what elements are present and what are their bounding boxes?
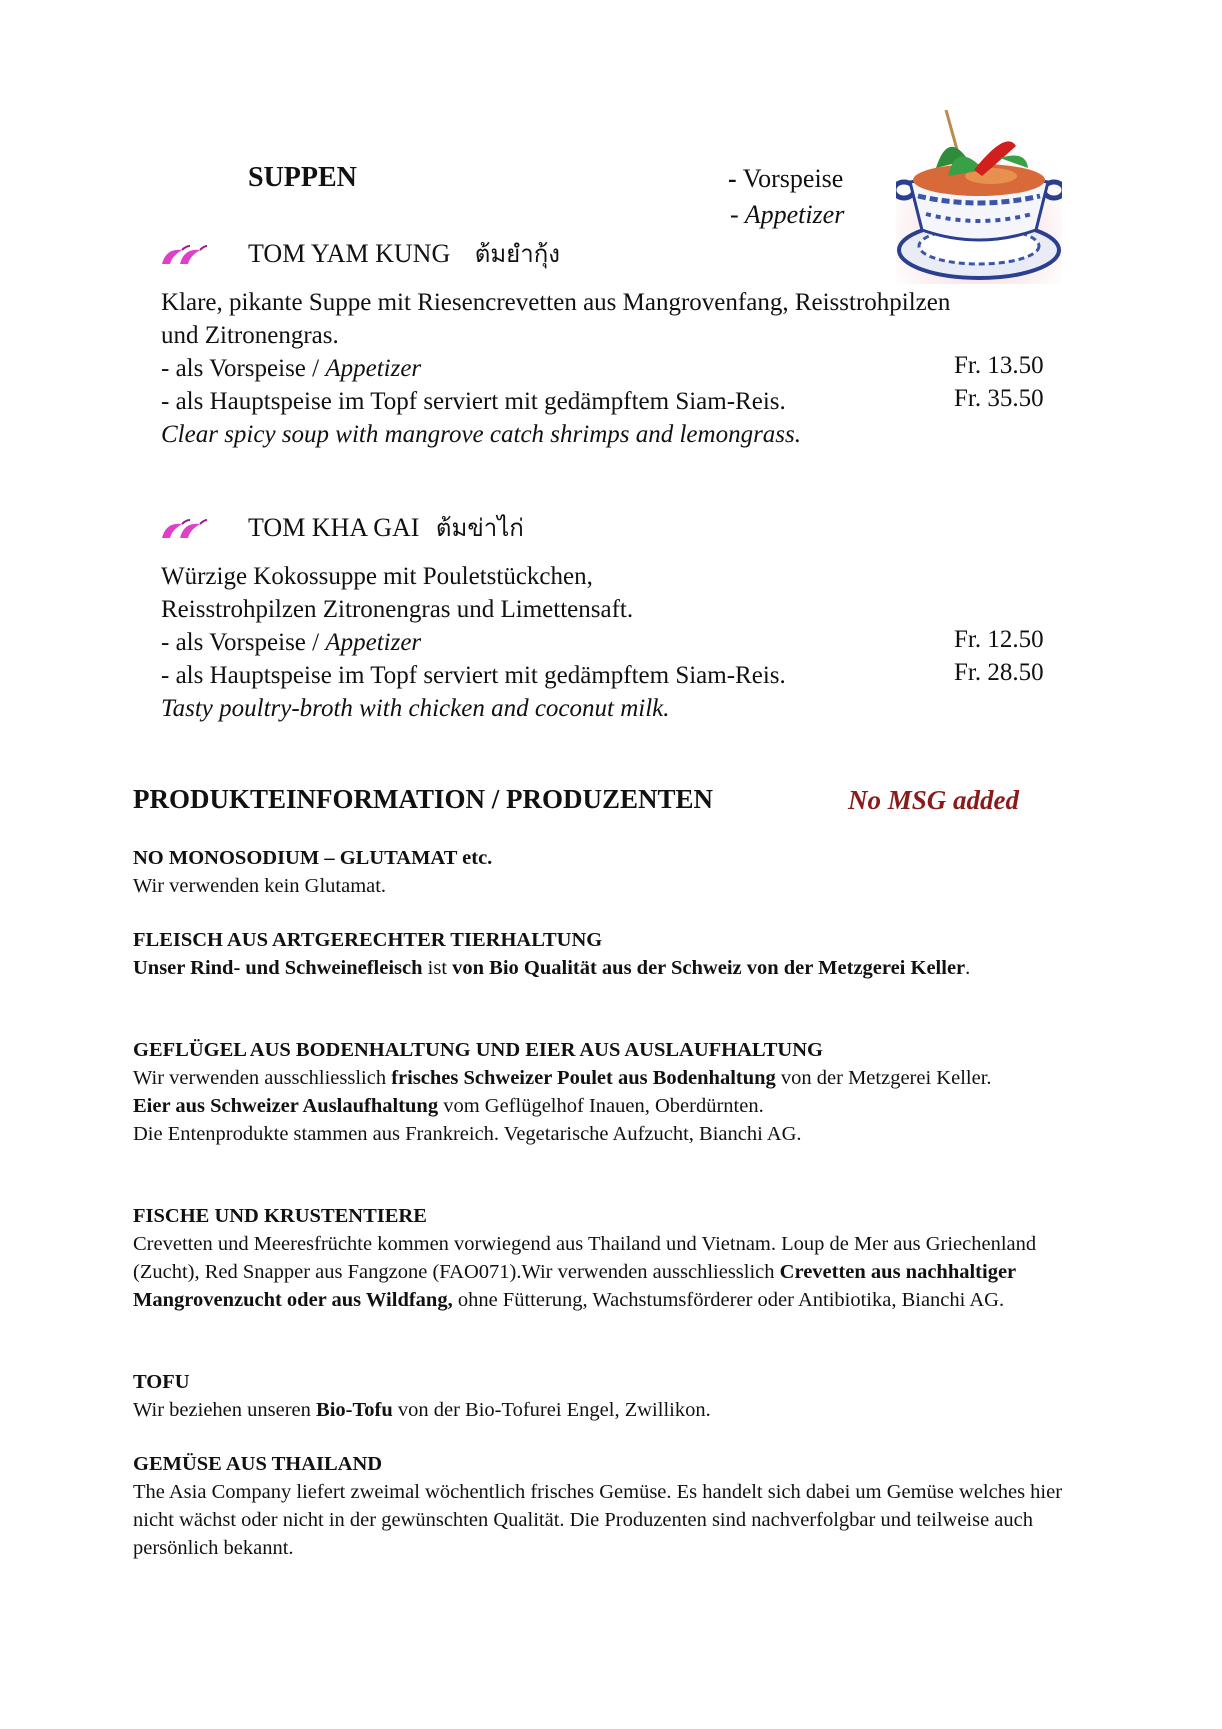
info-fish-heading: FISCHE UND KRUSTENTIERE (133, 1205, 427, 1227)
poultry-text-1: Wir verwenden ausschliesslich (133, 1067, 392, 1089)
no-msg-badge: No MSG added (848, 785, 1020, 815)
poultry-bold-2: Eier aus Schweizer Auslaufhaltung (133, 1095, 439, 1117)
meat-text-1: ist (422, 957, 453, 979)
fish-text-1: Crevetten und Meeresfrüchte kommen vorwiegend aus Thailand und Vietnam. Loup de Mer aus Griechenland (Zucht), Red Snapper aus Fangzone (FAO071).Wir verwenden ausschliesslich (133, 1233, 1037, 1283)
dish2-price-appetizer: Fr. 12.50 (954, 626, 1044, 653)
dish1-desc-line1: Klare, pikante Suppe mit Riesencrevetten aus Mangrovenfang, Reisstrohpilzen (161, 289, 951, 316)
course-label-de (728, 164, 843, 194)
course-label-en: - Appetizer (730, 200, 845, 229)
dish2-price-main: Fr. 28.50 (954, 659, 1044, 686)
dish1-price-appetizer: Fr. 13.50 (954, 352, 1044, 379)
chili-icon (160, 244, 208, 266)
info-tofu-heading: TOFU (133, 1371, 190, 1393)
dish-name-text: TOM YAM KUNG (248, 239, 451, 268)
dish1-option-main: - als Hauptspeise im Topf serviert mit gedämpftem Siam-Reis. (161, 388, 786, 415)
course-de-text: Vorspeise (742, 164, 844, 193)
dish1-option-appetizer (161, 352, 950, 385)
dish1-english-desc: Clear spicy soup with mangrove catch shrimps and lemongrass. (161, 421, 802, 448)
fish-bold-1: Crevetten aus nachhaltiger Mangrovenzucht oder aus Wildfang, (133, 1261, 1016, 1311)
dish2-desc-line1: Würzige Kokossuppe mit Pouletstückchen, (161, 563, 593, 590)
dish-thai-name: ต้มข่าไก่ (435, 514, 524, 542)
info-meat-text (133, 954, 1093, 982)
info-duck-text: Die Entenprodukte stammen aus Frankreich. Vegetarische Aufzucht, Bianchi AG. (133, 1123, 802, 1145)
dish2-desc-line2: Reisstrohpilzen Zitronengras und Limettensaft. (161, 596, 634, 623)
info-msg-text: Wir verwenden kein Glutamat. (133, 875, 387, 897)
info-msg (133, 844, 1093, 900)
dish2-option-appetizer (161, 626, 786, 659)
dish-name-tom-yam-kung (248, 234, 560, 273)
dish2-description (161, 560, 786, 725)
option-italic: Appetizer (325, 355, 422, 382)
dish2-english-desc: Tasty poultry-broth with chicken and coconut milk. (161, 695, 670, 722)
option-prefix: - als Vorspeise / (161, 355, 326, 382)
tofu-text-1: Wir beziehen unseren (133, 1399, 317, 1421)
info-poultry-heading: GEFLÜGEL AUS BODENHALTUNG UND EIER AUS AUSLAUFHALTUNG (133, 1039, 823, 1061)
tofu-text-2: von der Bio-Tofurei Engel, Zwillikon. (392, 1399, 711, 1421)
course-dash: - (728, 164, 737, 193)
option-prefix: - als Vorspeise / (161, 629, 326, 656)
info-meat-heading: FLEISCH AUS ARTGERECHTER TIERHALTUNG (133, 929, 603, 951)
meat-bold-2: von Bio Qualität aus der Schweiz von der Metzgerei Keller (452, 957, 966, 979)
fish-text-2: ohne Fütterung, Wachstumsförderer oder Antibiotika, Bianchi AG. (452, 1289, 1005, 1311)
tofu-bold-1: Bio-Tofu (316, 1399, 393, 1421)
info-fish (133, 1202, 1093, 1314)
info-eggs-text (133, 1092, 1093, 1120)
info-poultry (133, 1036, 1093, 1148)
info-fish-text (133, 1230, 1093, 1314)
dish-name-text: TOM KHA GAI (248, 513, 420, 542)
option-italic: Appetizer (325, 629, 422, 656)
dish2-option-main: - als Hauptspeise im Topf serviert mit gedämpftem Siam-Reis. (161, 662, 786, 689)
dish1-desc-line2: und Zitronengras. (161, 322, 339, 349)
dish-name-tom-kha-gai (248, 508, 524, 547)
meat-bold-1: Unser Rind- und Schweinefleisch (133, 957, 423, 979)
soup-bowl-image (896, 110, 1062, 284)
dish1-price-main: Fr. 35.50 (954, 385, 1044, 412)
poultry-text-2: von der Metzgerei Keller. (775, 1067, 992, 1089)
info-veg-text: The Asia Company liefert zweimal wöchentlich frisches Gemüse. Es handelt sich dabei um Gemüse welches hier nicht wächst oder nicht in der gewünschten Qualität. Die Produzenten sind nachverfolgbar und teilweise auch persönlich bekannt. (133, 1481, 1063, 1559)
chili-icon (160, 518, 208, 540)
info-tofu (133, 1368, 1093, 1424)
soups-title: SUPPEN (248, 162, 357, 193)
info-tofu-text (133, 1396, 1093, 1424)
product-info-title: PRODUKTEINFORMATION / PRODUZENTEN (133, 784, 714, 814)
poultry-bold-1: frisches Schweizer Poulet aus Bodenhaltung (391, 1067, 776, 1089)
info-meat (133, 926, 1093, 982)
dish1-description (161, 286, 950, 451)
meat-text-2: . (965, 957, 971, 979)
info-msg-heading: NO MONOSODIUM – GLUTAMAT etc. (133, 847, 493, 869)
dish-thai-name: ต้มยำกุ้ง (474, 240, 560, 268)
info-veg-heading: GEMÜSE AUS THAILAND (133, 1453, 383, 1475)
info-poultry-text (133, 1064, 1093, 1092)
poultry-text-3: vom Geflügelhof Inauen, Oberdürnten. (438, 1095, 764, 1117)
info-vegetables (133, 1450, 1093, 1562)
